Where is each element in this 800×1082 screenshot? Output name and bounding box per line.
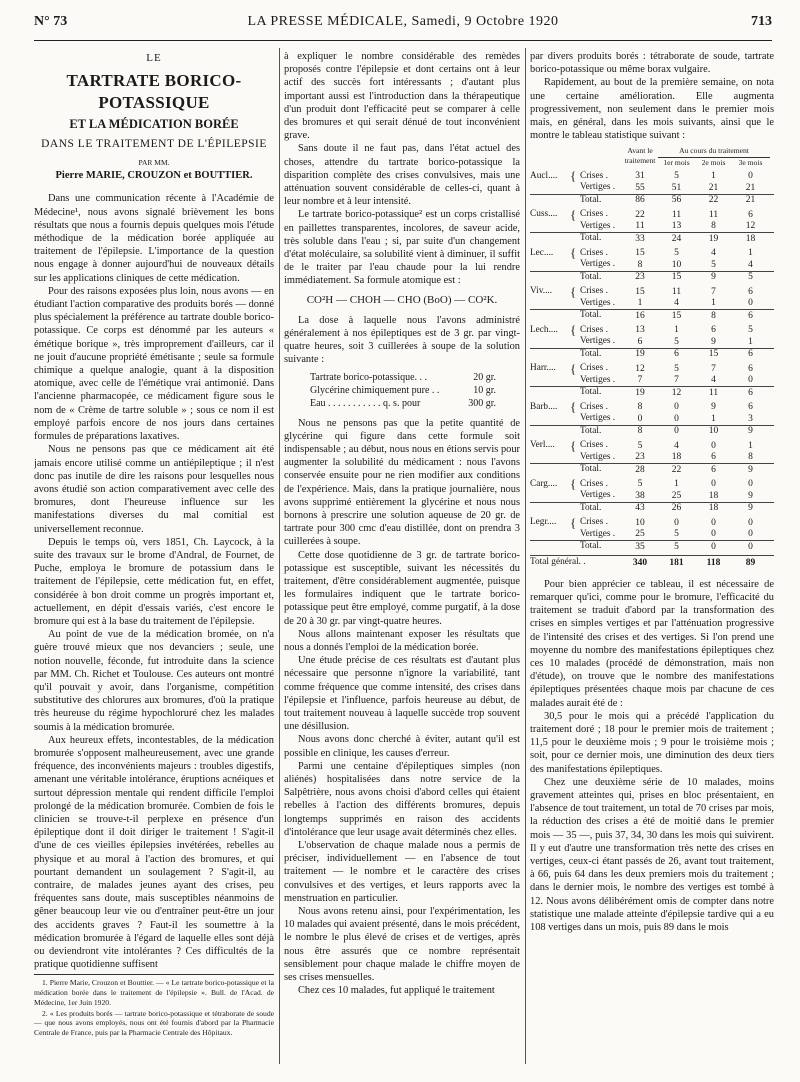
table-cell: 56: [671, 195, 682, 206]
prescription: [310, 372, 520, 410]
brace-icon: {: [570, 283, 577, 299]
table-cell: 15: [671, 272, 682, 283]
table-cell: 51: [671, 182, 682, 193]
statistics-table: [530, 146, 774, 569]
table-cell: 12: [671, 387, 682, 398]
table-cell: 11: [671, 286, 682, 297]
column-1: [34, 50, 274, 970]
table-cell: 5: [674, 529, 679, 540]
table-cell: 8: [748, 452, 753, 463]
row-label: Crises .: [580, 247, 608, 258]
row-label: Total.: [580, 233, 602, 244]
brace-icon: {: [570, 322, 577, 338]
table-cell: 55: [635, 182, 645, 193]
table-cell: 0: [748, 375, 753, 386]
table-cell: 19: [708, 233, 719, 244]
table-cell: 0: [748, 517, 753, 528]
prescription-row: [310, 385, 496, 398]
table-cell: 5: [674, 363, 679, 374]
row-label: Total.: [580, 425, 602, 436]
table-header: [530, 146, 774, 167]
table-row: [530, 182, 774, 194]
prescription-row: [310, 398, 496, 411]
table-row: [530, 375, 774, 387]
table-cell: 24: [671, 233, 682, 244]
patient-name: Verl....: [530, 440, 555, 451]
brace-icon: {: [570, 399, 577, 415]
table-cell: 15: [671, 310, 682, 321]
table-cell: 0: [711, 529, 716, 540]
header-month-1: 1er mois: [663, 158, 690, 168]
patient-group: [530, 168, 774, 207]
table-row: [530, 245, 774, 261]
paragraph: La dose à laquelle nous l'avons administré généralement à nos épileptiques est de 3 gr. par vingt-quatre heures, soit 3 cuillerées à soupe de la solution suivante :: [284, 314, 520, 366]
row-label: Vertiges .: [580, 336, 616, 347]
paragraph: Chez une deuxième série de 10 malades, moins gravement atteintes qui, prises en bloc présentaient, en l'absence de tout traitement, un total de 70 crises par mois, la réduction des crises a été de moitié dans le premier mois — 35 —, puis 37, 34, 30 dans les mois qui suivirent. Il y eut d'autre une transformation très nette des crises en vertiges, ceux-ci étant passés de 26, avant tout traitement, à 66, puis 64 dans les deux premiers mois du traitement ; dans le dernier mois, le nombre des vertiges est tombé à 12. Nous avons délibérément omis de compter dans notre statistique une malade atteinte d'épilepsie tardive qui a eu 108 vertiges dans un mois, puis 89 dans le mois: [530, 776, 774, 933]
patient-name: Viv....: [530, 286, 553, 297]
table-cell: 25: [671, 490, 682, 501]
patient-group: [530, 360, 774, 399]
table-cell: 8: [637, 259, 643, 270]
title-article: LE: [146, 52, 162, 64]
table-cell: 9: [748, 426, 753, 437]
row-label: Vertiges .: [580, 220, 616, 231]
table-row: [530, 206, 774, 222]
table-row: [530, 413, 774, 425]
table-cell: 11: [671, 209, 682, 220]
article-subtitle-2: DANS LE TRAITEMENT DE L'ÉPILEPSIE: [41, 138, 267, 150]
paragraph: Sans doute il ne faut pas, dans l'état actuel des choses, attendre du tartrate borico-potassique la disparition complète des crises convulsives, mais une atténuation souvent considérable de celles-ci, quant à leur nombre et à leur intensité.: [284, 143, 520, 208]
table-cell: 9: [711, 336, 716, 347]
paragraph: Chez ces 10 malades, fut appliqué le traitement: [298, 985, 495, 997]
table-row: [530, 463, 774, 476]
table-cell: 6: [748, 349, 753, 360]
paragraph: Une étude précise de ces résultats est d'autant plus nécessaire que personne n'ignore la variabilité, tant comme fréquence que comme intensité, des crises dans l'épilepsie et l'influence, parfois heureuse au début, de tout traitement nouveau à laquelle succède trop souvent une désillusion.: [284, 655, 520, 733]
header-group: [658, 146, 770, 167]
table-row: [530, 360, 774, 376]
page-number: 713: [751, 14, 772, 29]
table-cell: 25: [635, 529, 645, 540]
table-cell: 10: [671, 259, 682, 270]
table-cell: 16: [635, 310, 645, 321]
table-row: [530, 476, 774, 492]
table-cell: 4: [748, 259, 753, 270]
table-cell: 0: [711, 517, 716, 528]
paragraph: Nous avons retenu ainsi, pour l'expérimentation, les 10 malades qui avaient présenté, dans le mois précédent, le nombre le plus élevé de crises et de vertiges, après nous être assurés que ce nombre représentait sensiblement pour chaque malade le chiffre moyen de ses crises mensuelles.: [284, 906, 520, 984]
row-label: Vertiges .: [580, 490, 616, 501]
table-cell: 0: [711, 541, 716, 552]
brace-icon: {: [570, 437, 577, 453]
table-row: [530, 490, 774, 502]
table-cell: 5: [748, 325, 753, 336]
table-row: [530, 399, 774, 415]
brace-icon: {: [570, 206, 577, 222]
header-month-3: 3e mois: [738, 158, 763, 168]
row-label: Crises .: [580, 478, 608, 489]
table-cell: 38: [635, 490, 645, 501]
row-label: Vertiges .: [580, 528, 616, 539]
table-cell: 15: [708, 349, 719, 360]
table-cell: 6: [748, 363, 753, 374]
patient-group: [530, 514, 774, 553]
prescription-row: [310, 372, 496, 385]
table-cell: 7: [711, 363, 716, 374]
row-label: Total.: [580, 348, 602, 359]
table-cell: 12: [635, 363, 645, 374]
table-cell: 15: [635, 286, 645, 297]
table-cell: 8: [637, 402, 643, 413]
table-cell: 6: [711, 464, 716, 475]
paragraph: L'observation de chaque malade nous a permis de préciser, individuellement — en l'absence de tout traitement — le nombre et le caractère des crises convulsives et des vertiges, et leurs rapports avec la menstruation en particulier.: [284, 840, 520, 904]
masthead: LA PRESSE MÉDICALE, Samedi, 9 Octobre 1920: [247, 14, 559, 29]
table-cell: 5: [674, 336, 679, 347]
row-label: Vertiges .: [580, 259, 616, 270]
patient-name: Lec....: [530, 247, 554, 258]
patient-group: [530, 283, 774, 322]
column-2: [284, 50, 520, 1062]
table-row: [530, 437, 774, 453]
patient-group: [530, 322, 774, 361]
table-cell: 43: [635, 503, 645, 514]
row-label: Vertiges .: [580, 374, 616, 385]
table-cell: 19: [635, 387, 645, 398]
table-row: [530, 194, 774, 207]
table-cell: 31: [635, 171, 645, 182]
table-cell: 4: [711, 248, 716, 259]
header-rule: [34, 40, 772, 41]
table-cell: 1: [711, 298, 716, 309]
table-cell: 5: [637, 440, 643, 451]
row-label: Crises .: [580, 401, 608, 412]
paragraph: Pour des raisons exposées plus loin, nous avons — en étudiant l'action comparative des produits borés — donné plus spécialement la préférence au tartrate double borico-potassique. Ce corps est dénommé par les auteurs « émétique borique », très improprement d'ailleurs, car il ne jouit d'aucune propriété émétisante ; seule sa formule chimique a quelque analogie, quant à la disposition atomique, avec celle de l'émétique vrai antimonié. Dans l'ancienne pharmacopée, ce médicament figure sous le nom de « Crème de tartre soluble » ; sous ce nom il est employé parfois encore de nos jours dans certaines formules de préparations laxatives.: [34, 285, 274, 443]
table-cell: 9: [748, 464, 753, 475]
table-cell: 1: [748, 336, 753, 347]
table-row: [530, 322, 774, 338]
table-cell: 6: [711, 325, 716, 336]
table-cell: 1: [674, 325, 679, 336]
brace-icon: {: [570, 245, 577, 261]
row-label: Crises .: [580, 324, 608, 335]
table-row: [530, 502, 774, 515]
row-label: Crises .: [580, 363, 608, 374]
row-label: Total.: [580, 271, 602, 282]
table-cell: 1: [711, 171, 716, 182]
patient-name: Carg....: [530, 478, 558, 489]
table-row: [530, 168, 774, 184]
table-body: [530, 168, 774, 553]
table-cell: 22: [671, 464, 682, 475]
table-cell: 5: [674, 248, 679, 259]
row-label: Total.: [580, 464, 602, 475]
patient-name: Barb....: [530, 401, 558, 412]
table-row: [530, 283, 774, 299]
table-cell: 9: [711, 272, 716, 283]
row-label: Vertiges .: [580, 297, 616, 308]
row-label: Vertiges .: [580, 451, 616, 462]
table-row: [530, 336, 774, 348]
table-row: [530, 540, 774, 553]
table-cell: 21: [745, 182, 756, 193]
table-cell: 0: [674, 413, 679, 424]
byline-par: PAR MM.: [138, 157, 170, 167]
table-row: [530, 425, 774, 438]
header-month-2: 2e mois: [701, 158, 726, 168]
table-cell: 6: [711, 452, 716, 463]
table-row: [530, 309, 774, 322]
row-label: Crises .: [580, 286, 608, 297]
table-cell: 5: [748, 272, 753, 283]
table-row: [530, 529, 774, 541]
article-subtitle: ET LA MÉDICATION BORÉE: [69, 117, 239, 132]
table-cell: 1: [748, 248, 753, 259]
paragraph: Au point de vue de la médication bromée, on n'a guère trouvé mieux que nos devanciers ; seule, une notion nouvelle, féconde, fut introduite dans la science par MM. Ch. Richet et Toulouse. Ces auteurs ont montré qu'il pouvait y avoir, dans l'organisme, compétition substitutive des chlorures aux bromures, d'où la pratique très heureuse du régime hypochloruré chez les malades soumis à la médication bromurée.: [34, 629, 274, 733]
ingredient: Tartrate borico-potassique. . .: [310, 372, 428, 384]
table-cell: 23: [635, 452, 645, 463]
table-cell: 1: [674, 479, 679, 490]
table-cell: 181: [669, 557, 684, 568]
table-cell: 18: [745, 233, 756, 244]
table-cell: 0: [711, 440, 716, 451]
table-row: [530, 348, 774, 361]
column-3: [530, 50, 774, 1062]
table-cell: 6: [748, 402, 753, 413]
page-header: [34, 14, 772, 38]
table-cell: 13: [635, 325, 645, 336]
patient-name: Harr....: [530, 363, 556, 374]
table-cell: 0: [748, 529, 753, 540]
row-label: Crises .: [580, 517, 608, 528]
table-cell: 18: [708, 503, 719, 514]
table-cell: 21: [708, 182, 719, 193]
paragraph: Depuis le temps où, vers 1851, Ch. Laycock, à la suite des travaux sur le brome d'Andral, de Fournet, de Puche, employa le bromure de potassium dans le traitement de l'épilepsie, cette médication fut, en effet, considérée à bon droit comme un progrès important et, actuellement, en dépit d'essais variés, c'est encore le bromure qui est à la base du traitement de l'épilepsie.: [34, 536, 274, 627]
paragraph: Le tartrate borico-potassique² est un corps cristallisé en paillettes transparentes, incolores, de saveur acide, très soluble dans l'eau ; si, par suite d'un changement d'état moléculaire, sa solubilité vient à diminuer, il suffit de le traiter par l'eau chaude pour la lui rendre immédiatement. Sa formule atomique est :: [284, 209, 520, 287]
table-cell: 26: [671, 503, 682, 514]
table-cell: 89: [745, 557, 756, 568]
table-cell: 0: [748, 171, 753, 182]
table-cell: 21: [745, 195, 756, 206]
ingredient: Eau . . . . . . . . . . . q. s. pour: [310, 397, 421, 409]
table-cell: 22: [635, 209, 645, 220]
table-cell: 1: [711, 413, 716, 424]
table-cell: 11: [708, 209, 719, 220]
row-label: Total.: [580, 194, 602, 205]
table-cell: 0: [748, 479, 753, 490]
table-row: [530, 221, 774, 233]
table-cell: 23: [635, 272, 645, 283]
table-cell: 8: [711, 310, 716, 321]
table-cell: 18: [671, 452, 682, 463]
paragraph: Aux heureux effets, incontestables, de la médication bromurée s'opposent malheureusement, avec une grande fréquence, des inconvénients majeurs : troubles digestifs, amenant une véritable intolérance, éruptions acnéiques et surtout dépression mentale qui rendent difficile l'emploi prolongé de la médication bromurée. Combien de fois le clinicien se trouve-t-il perplexe en présence d'un épileptique dont il doit diriger le traitement ! S'agit-il d'une de ces vieilles épilepsies invétérées, rebelles au physique et au moral à l'action des bromures, et qui pourtant demandent un soulagement ? S'agit-il, au contraire, de malades jeunes ayant des crises, peu fréquentes sans doute, mais susceptibles néanmoins de gêner beaucoup leur vie ou d'entraîner peut-être un jour des accidents graves ? Faut-il les soumettre à la médication bromurée à l'égard de laquelle elles sont déjà ou deviendront vite intolérantes ? Ces difficultés de la pratique quotidienne suffisent: [34, 734, 274, 970]
column-rule: [525, 48, 526, 1064]
paragraph: à expliquer le nombre considérable des remèdes proposés contre l'épilepsie et dont certains ont à leur actif des succès fort intéressants ; d'autant plus important aussi est l'introduction dans la thérapeutique d'un produit dont l'efficacité peut se comparer à celle des bromures et qui serait dénué de tout inconvénient grave.: [284, 51, 520, 142]
table-cell: 11: [635, 221, 645, 232]
row-label: Total.: [580, 541, 602, 552]
patient-name: Lech....: [530, 324, 558, 335]
paragraph: par divers produits borés : tétraborate de soude, tartrate borico-potassique ou même borax vulgaire.: [530, 51, 774, 76]
table-cell: 10: [708, 426, 719, 437]
table-cell: 7: [674, 375, 679, 386]
patient-name: Aucl....: [530, 170, 558, 181]
table-cell: 9: [748, 503, 753, 514]
patient-name: Legr....: [530, 517, 557, 528]
table-cell: 5: [674, 171, 679, 182]
patient-group: [530, 399, 774, 438]
table-cell: 35: [635, 541, 645, 552]
row-label: Total.: [580, 502, 602, 513]
quantity: 20 gr.: [473, 372, 496, 384]
table-cell: 18: [708, 490, 719, 501]
row-label: Vertiges .: [580, 413, 616, 424]
paragraph: Rapidement, au bout de la première semaine, on nota une certaine amélioration. Elle augmenta progressivement, non seulement dans le premier mois mais, en général, dans les mois suivants, ainsi que le montre le tableau statistique suivant :: [530, 77, 774, 142]
table-cell: 8: [637, 426, 643, 437]
patient-group: [530, 476, 774, 515]
brace-icon: {: [570, 514, 577, 530]
paragraph: Cette dose quotidienne de 3 gr. de tartrate borico-potassique est susceptible, suivant les nécessités du traitement, d'être considérablement augmentée, puisque les formulaires indiquent que le tartrate borico-potassique peut être employé, comme purgatif, à la dose de 20 à 30 gr. par vingt-quatre heures.: [284, 549, 520, 627]
row-label: Crises .: [580, 209, 608, 220]
patient-name: Cuss....: [530, 209, 558, 220]
table-cell: 340: [632, 557, 648, 568]
header-before: Avant le traitement: [624, 146, 656, 166]
table-cell: 13: [671, 221, 682, 232]
table-cell: 6: [748, 209, 753, 220]
row-label: Crises .: [580, 170, 608, 181]
table-cell: 1: [637, 298, 643, 309]
footnote: 1. Pierre Marie, Crouzon et Bouttier. — « Le tartrate borico-potassique et la médication borée dans le traitement de l'épilepsie ». Bull. de l'Acad. de Médecine, 1er Juin 1920.: [34, 978, 274, 1007]
quantity: 300 gr.: [468, 397, 496, 409]
table-cell: 5: [711, 259, 716, 270]
row-label: Vertiges .: [580, 182, 616, 193]
paragraph: Nous ne pensons pas que ce médicament ait été jamais encore utilisé comme un antiépileptique ; il n'est donc pas inutile de dire les raisons pour lesquelles nous avons étudié son action comparativement avec celle des bromures, dont l'heureuse influence sur les manifestations diverses du mal comitial est universellement reconnue.: [34, 444, 274, 535]
table-cell: 5: [674, 541, 679, 552]
table-cell: 33: [635, 233, 645, 244]
authors: Pierre MARIE, CROUZON et BOUTTIER.: [55, 170, 253, 182]
row-label: Total.: [580, 387, 602, 398]
patient-group: [530, 437, 774, 476]
table-cell: 22: [708, 195, 719, 206]
column-rule: [279, 48, 280, 1064]
chemical-formula: CO²H — CHOH — CHO (BoO) — CO²K.: [306, 293, 498, 306]
table-cell: 0: [674, 402, 679, 413]
brace-icon: {: [570, 360, 577, 376]
table-cell: 3: [748, 413, 753, 424]
table-row: [530, 514, 774, 530]
article-title: TARTRATE BORICO-POTASSIQUE: [66, 70, 242, 112]
table-cell: 6: [748, 286, 753, 297]
row-label: Total.: [580, 310, 602, 321]
table-cell: 28: [635, 464, 645, 475]
table-cell: 11: [708, 387, 719, 398]
table-cell: 9: [748, 490, 753, 501]
table-row: [530, 271, 774, 284]
table-cell: 9: [711, 402, 716, 413]
brace-icon: {: [570, 476, 577, 492]
table-cell: 6: [748, 310, 753, 321]
paragraph: 30,5 pour le mois qui a précédé l'application du traitement doré ; 18 pour le premier mois de traitement ; 11,5 pour le deuxième mois ; 9 pour le troisième mois ; soit, pour ce dernier mois, une diminution des deux tiers des manifestations épileptiques.: [530, 710, 774, 775]
patient-group: [530, 245, 774, 284]
table-cell: 0: [748, 298, 753, 309]
table-cell: 1: [748, 440, 753, 451]
ingredient: Glycérine chimiquement pure . .: [310, 385, 440, 397]
table-cell: 7: [637, 375, 643, 386]
footnote: 2. « Les produits borés — tartrate borico-potassique et tétraborate de soude — que nous avons employés, nous ont été fournis d'abord par la Pharmacie Centrale de France, puis par la Pharmacie Centrale des Hôpitaux.: [34, 1008, 274, 1038]
table-row: [530, 386, 774, 399]
table-cell: 0: [674, 517, 679, 528]
table-cell: 8: [711, 221, 716, 232]
paragraph: Pour bien apprécier ce tableau, il est nécessaire de remarquer qu'ici, comme pour le bromure, l'efficacité du traitement se traduit d'abord par la transformation des crises en simples vertiges et par l'atténuation progressive de l'intensité des crises et des vertiges. Si l'on prend une moyenne du nombre des manifestations épileptiques chez ces 10 malades (procédé de démonstration, mais non d'étude), on trouve que le nombre des manifestations épileptiques présentées chaque mois par chacune de ces malades aurait été de :: [530, 578, 774, 709]
table-cell: 6: [674, 349, 679, 360]
table-row: [530, 452, 774, 464]
table-cell: 0: [674, 426, 679, 437]
header-during: Au cours du traitement: [658, 146, 770, 158]
issue-number: N° 73: [34, 14, 68, 29]
table-cell: 10: [635, 517, 645, 528]
table-row: [530, 259, 774, 271]
patient-group: [530, 206, 774, 245]
paragraph: Dans une communication récente à l'Académie de Médecine¹, nous avons signalé brièvement les bons résultats que nous a fournis depuis quelques mois l'étude méthodique de la médication borée appliquée au traitement de l'épilepsie. L'importance de la question nous engage à donner aujourd'hui de nouveaux détails sur les applications cliniques de cette médication.: [34, 193, 274, 284]
table-cell: 4: [674, 298, 679, 309]
paragraph: Nous ne pensons pas que la petite quantité de glycérine qui figure dans cette formule soit indispensable ; au début, nous nous en étions servis pour augmenter la solubilité du médicament : nous l'avons conservée ensuite pour ne rien modifier aux conditions de l'expérience. Mais, dans la pratique journalière, nous avons supprimé entièrement la glycérine et nous nous bornons à prescrire une solution aqueuse de 20 gr. de tartrate pour 300 cmc d'eau distillée, dont on prendra 3 cuillerées à soupe.: [284, 417, 520, 548]
brace-icon: {: [570, 168, 577, 184]
table-cell: 0: [637, 413, 643, 424]
table-cell: 0: [711, 479, 716, 490]
table-cell: 4: [711, 375, 716, 386]
table-cell: 7: [711, 286, 716, 297]
table-cell: 6: [748, 387, 753, 398]
table-cell: 12: [745, 221, 756, 232]
table-cell: 4: [674, 440, 679, 451]
table-cell: 15: [635, 248, 645, 259]
table-cell: 6: [637, 336, 643, 347]
grand-total-label: Total général. .: [530, 556, 586, 567]
table-cell: 5: [637, 479, 643, 490]
paragraph: Parmi une centaine d'épileptiques simples (non aliénés) hospitalisées dans notre service de la Salpêtrière, nous avons choisi d'abord celles qui étaient rebelles à l'action des différents bromures, depuis longtemps supprimés en raison des accidents d'intolérance que leur usage avait déterminés chez elles.: [284, 760, 520, 838]
table-cell: 0: [748, 541, 753, 552]
paragraph: Nous avons donc cherché à éviter, autant qu'il est possible en clinique, les causes d'erreur.: [284, 734, 520, 759]
footnotes: [34, 974, 274, 1039]
table-row: [530, 298, 774, 310]
table-cell: 118: [706, 557, 721, 568]
row-label: Crises .: [580, 440, 608, 451]
quantity: 10 gr.: [473, 385, 496, 397]
grand-total-row: [530, 555, 774, 570]
paragraph: Nous allons maintenant exposer les résultats que nous a donnés l'emploi de la médication borée.: [284, 628, 520, 653]
table-row: [530, 232, 774, 245]
table-cell: 19: [635, 349, 645, 360]
table-cell: 86: [635, 195, 645, 206]
